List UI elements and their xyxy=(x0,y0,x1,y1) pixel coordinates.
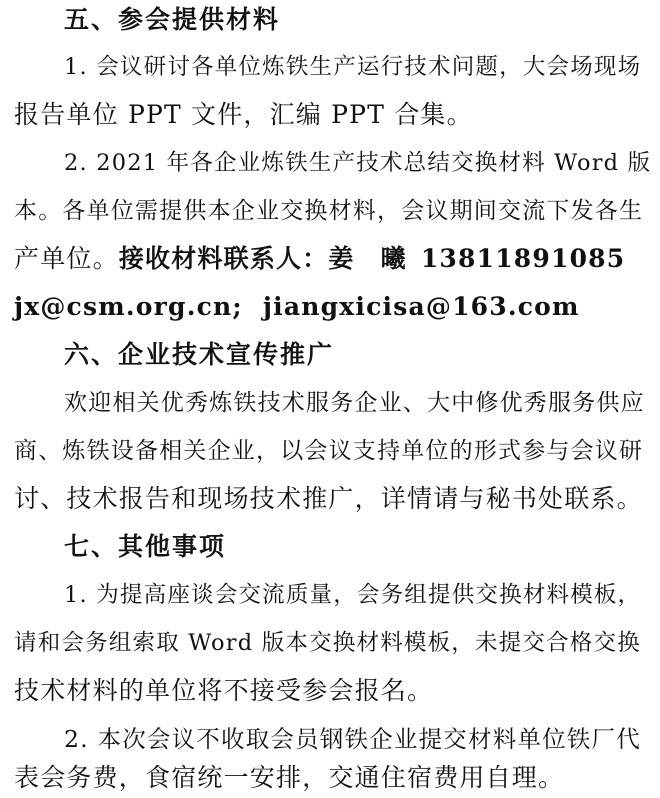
contact-name-first: 姜 xyxy=(328,244,355,273)
section-7-item-2-line-1: 2. 本次会议不收取会员钢铁企业提交材料单位铁厂代 xyxy=(64,725,641,753)
contact-name-second: 曦 xyxy=(380,244,407,273)
section-6-line-2: 商、炼铁设备相关企业，以会议支持单位的形式参与会议研 xyxy=(14,438,644,464)
section-5-item-1-line-2: 报告单位 PPT 文件，汇编 PPT 合集。 xyxy=(14,100,473,129)
section-5-item-1-line-1: 1. 会议研讨各单位炼铁生产运行技术问题，大会场现场 xyxy=(64,54,642,80)
section-6-line-3: 讨、技术报告和现场技术推广，详情请与秘书处联系。 xyxy=(14,484,643,513)
section-7-item-1-line-3: 技术材料的单位将不接受参会报名。 xyxy=(14,676,434,705)
section-7-item-1-line-2: 请和会务组索取 Word 版本交换材料模板，未提交合格交换 xyxy=(14,630,641,656)
section-7-item-1-line-1: 1. 为提高座谈会交流质量，会务组提供交换材料模板， xyxy=(64,582,642,608)
section-5-item-2-line-2: 本。各单位需提供本企业交换材料，会议期间交流下发各生 xyxy=(14,198,644,224)
section-5-item-2-line-1: 2. 2021 年各企业炼铁生产技术总结交换材料 Word 版 xyxy=(64,150,652,176)
contact-email-1: jx@csm.org.cn; xyxy=(14,292,243,321)
section-5-item-2-line-3 xyxy=(14,239,625,279)
section-5-heading: 五、参会提供材料 xyxy=(64,5,281,34)
contact-emails xyxy=(14,287,580,327)
contact-phone: 13811891085 xyxy=(420,244,626,273)
contact-email-2: jiangxicisa@163.com xyxy=(262,292,580,321)
section-5-item-2-line-3-prefix: 产单位。 xyxy=(14,244,119,273)
section-7-item-2-line-2: 表会务费，食宿统一安排，交通住宿费用自理。 xyxy=(14,763,565,792)
section-6-line-1: 欢迎相关优秀炼铁技术服务企业、大中修优秀服务供应 xyxy=(64,390,645,416)
section-6-heading: 六、企业技术宣传推广 xyxy=(64,340,335,369)
section-7-heading: 七、其他事项 xyxy=(64,532,227,561)
contact-label: 接收材料联系人： xyxy=(118,244,329,273)
